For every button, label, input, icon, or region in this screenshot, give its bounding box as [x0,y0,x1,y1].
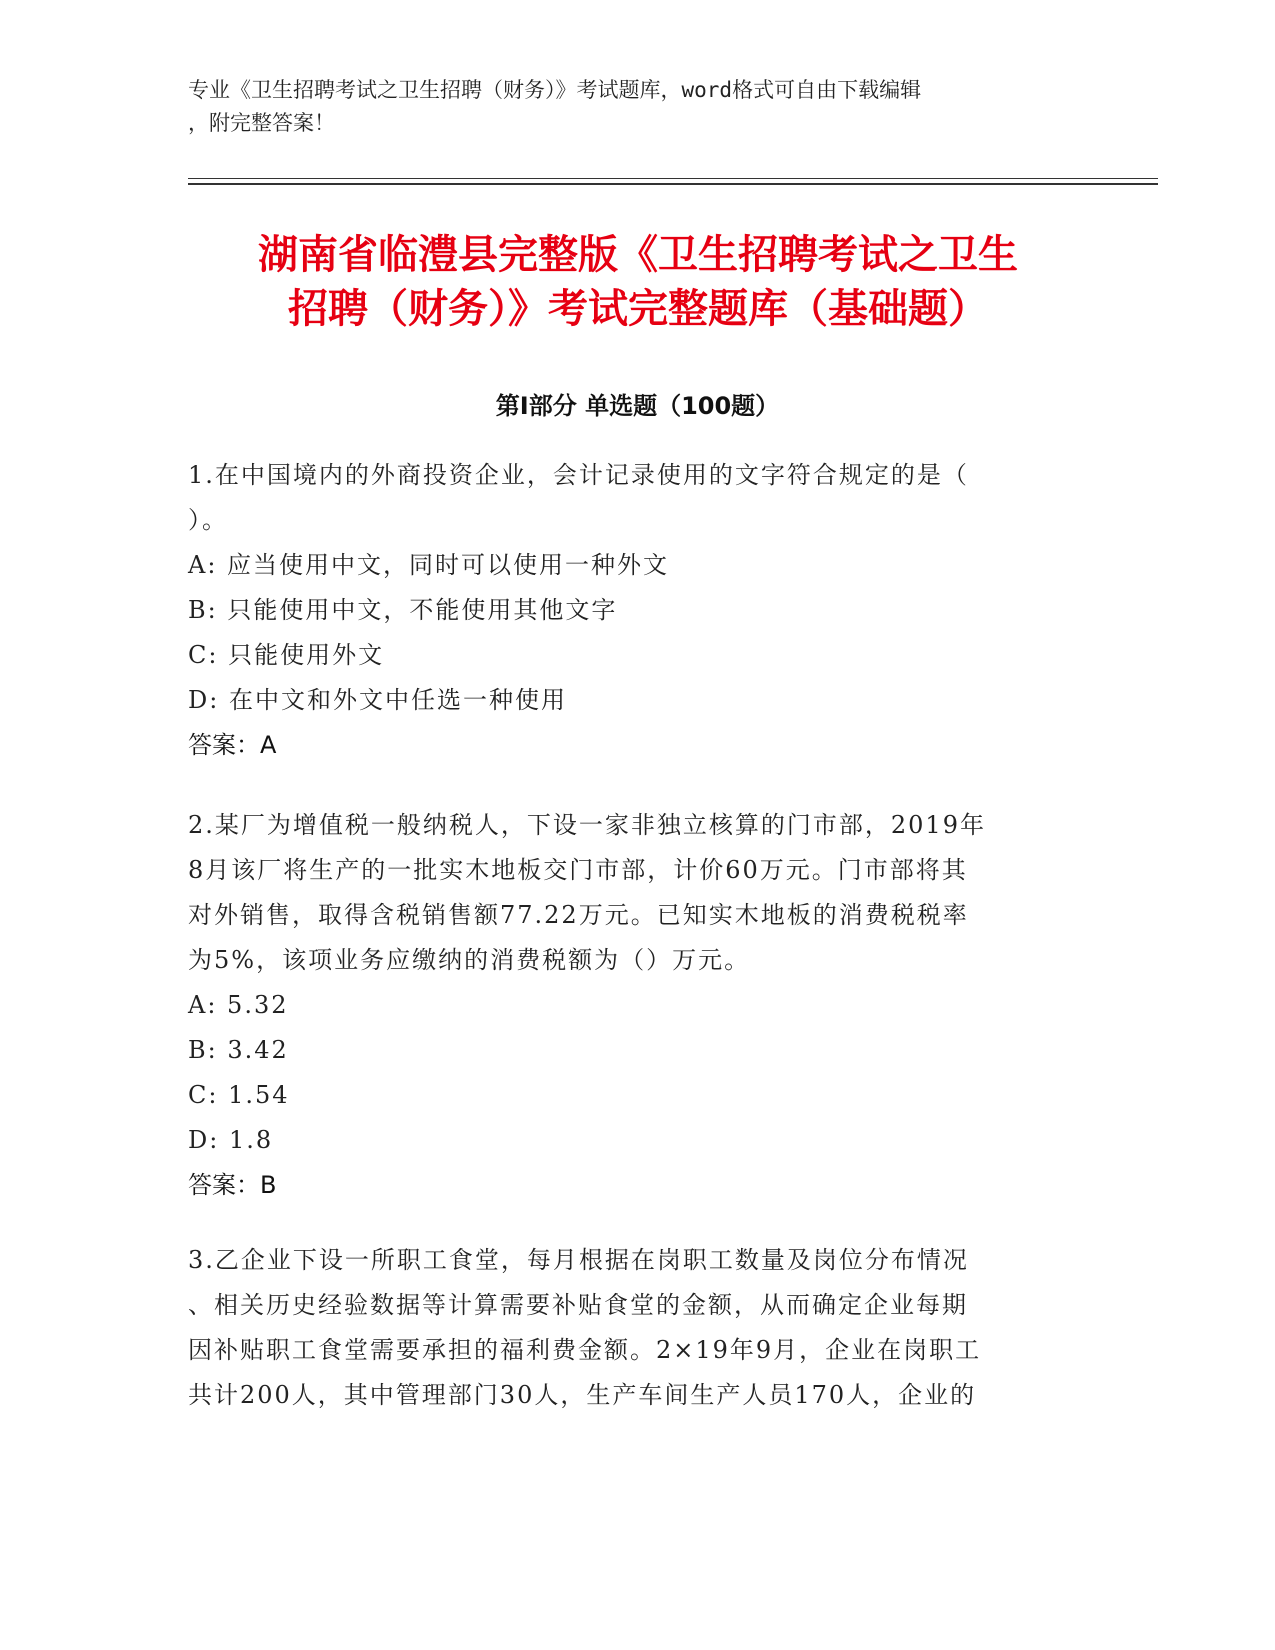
option-b: B: 只能使用中文，不能使用其他文字 [188,596,618,624]
option-d: D: 在中文和外文中任选一种使用 [188,686,567,714]
option-d: D: 1.8 [188,1126,274,1154]
option-a: A: 5.32 [188,991,289,1019]
option-c: C: 只能使用外文 [188,641,385,669]
question-2 [188,803,1088,1208]
question-3 [188,1238,1088,1418]
question-stem-line: 8月该厂将生产的一批实木地板交门市部，计价60万元。门市部将其 [188,856,968,884]
document-title-line-1: 湖南省临澧县完整版《卫生招聘考试之卫生 [258,232,1018,278]
option-b: B: 3.42 [188,1036,289,1064]
header-note-line-1: 专业《卫生招聘考试之卫生招聘（财务）》考试题库，word格式可自由下载编辑 [188,78,922,102]
document-title [188,228,1088,336]
answer-line: 答案：B [188,1171,277,1199]
option-a: A: 应当使用中文，同时可以使用一种外文 [188,551,670,579]
question-stem-line: 对外销售，取得含税销售额77.22万元。已知实木地板的消费税税率 [188,901,969,929]
header-note [188,74,1088,140]
question-stem-line: 、相关历史经验数据等计算需要补贴食堂的金额，从而确定企业每期 [188,1291,968,1319]
answer-line: 答案：A [188,731,277,759]
section-title: 第Ⅰ部分 单选题（100题） [495,392,780,420]
question-1 [188,453,1088,768]
question-options [188,543,1088,723]
question-stem-line: ）。 [188,506,228,534]
question-stem [188,1238,1088,1418]
question-stem-line: 1.在中国境内的外商投资企业，会计记录使用的文字符合规定的是（ [188,461,969,489]
question-stem-line: 为5%，该项业务应缴纳的消费税额为（）万元。 [188,946,751,974]
document-title-line-2: 招聘（财务）》考试完整题库（基础题） [288,286,988,332]
question-stem-line: 3.乙企业下设一所职工食堂，每月根据在岗职工数量及岗位分布情况 [188,1246,969,1274]
option-c: C: 1.54 [188,1081,290,1109]
question-options [188,983,1088,1163]
question-stem-line: 共计200人，其中管理部门30人，生产车间生产人员170人，企业的 [188,1381,977,1409]
header-note-line-2: ，附完整答案！ [188,111,335,135]
question-stem [188,453,1088,543]
question-stem-line: 2.某厂为增值税一般纳税人，下设一家非独立核算的门市部，2019年 [188,811,986,839]
header-divider-thick [188,183,1158,185]
question-stem [188,803,1088,983]
header-divider-thin [188,178,1158,179]
question-stem-line: 因补贴职工食堂需要承担的福利费金额。2×19年9月，企业在岗职工 [188,1336,982,1364]
